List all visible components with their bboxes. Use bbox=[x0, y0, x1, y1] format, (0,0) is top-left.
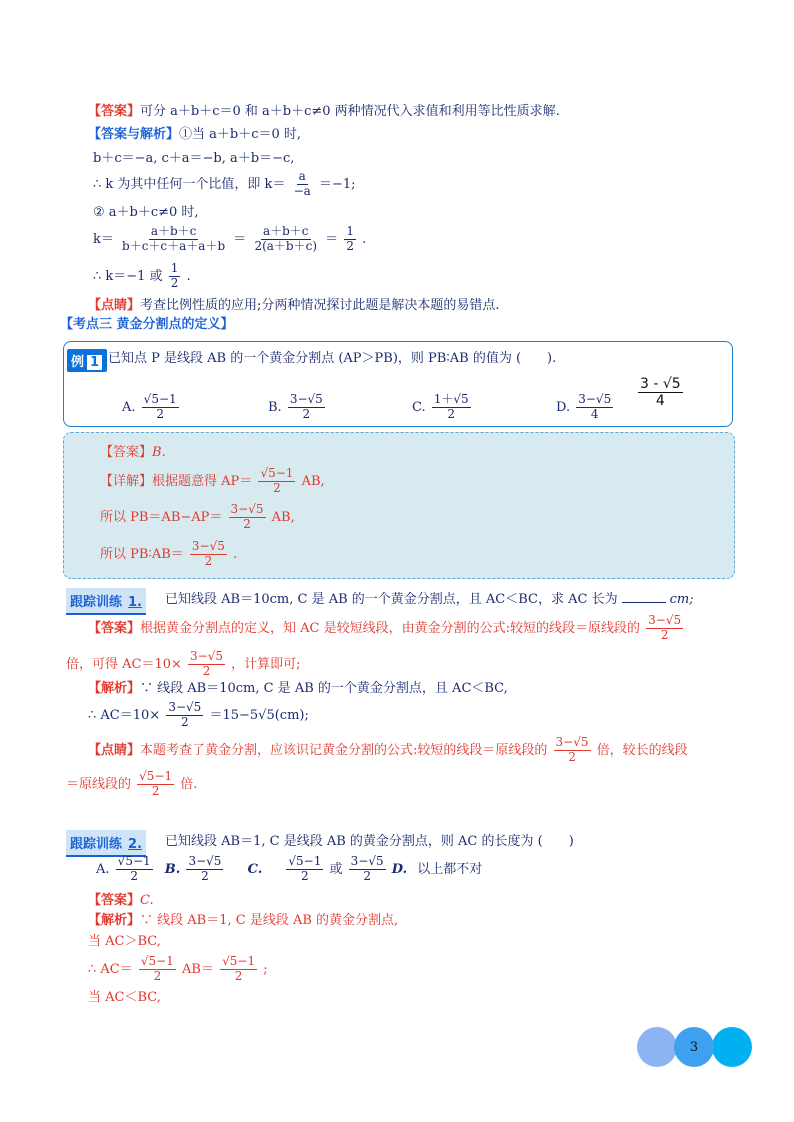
numerator: 1 bbox=[170, 261, 179, 275]
numerator: √5−1 bbox=[288, 854, 322, 868]
numerator: 3−√5 bbox=[191, 539, 225, 553]
denominator: 2 bbox=[201, 868, 209, 883]
answer-text: B. bbox=[152, 445, 166, 460]
part1-analysis-line6 bbox=[93, 262, 191, 291]
numerator: 1＋√5 bbox=[433, 392, 469, 406]
denominator: 2 bbox=[346, 238, 354, 253]
denominator: 2 bbox=[301, 868, 309, 883]
option-label: A. bbox=[122, 399, 136, 415]
fraction bbox=[166, 701, 203, 730]
text: 所以 PB∶AB＝ bbox=[100, 546, 184, 562]
badge-label: 跟踪训练 bbox=[70, 837, 123, 852]
example-option-c bbox=[412, 393, 473, 422]
numerator: a bbox=[298, 169, 306, 183]
option-label: D. bbox=[556, 399, 571, 415]
text: ＝原线段的 bbox=[66, 776, 132, 792]
option-d-label: D. bbox=[391, 861, 408, 877]
numerator: 3−√5 bbox=[350, 854, 384, 868]
text: ∴ AC＝ bbox=[88, 961, 133, 977]
fraction bbox=[190, 540, 227, 569]
text: 倍，可得 AC＝10× bbox=[66, 656, 182, 672]
fraction bbox=[286, 855, 323, 884]
analysis-tag: 【解析】 bbox=[88, 681, 141, 696]
numerator: √5−1 bbox=[139, 769, 173, 783]
numerator: 3−√5 bbox=[230, 502, 264, 516]
example-detail-line1 bbox=[100, 467, 325, 496]
badge-number: 1. bbox=[128, 595, 142, 610]
part1-comment-line bbox=[88, 299, 500, 312]
fraction bbox=[120, 225, 227, 254]
track1-analysis-line1 bbox=[88, 682, 508, 695]
denominator: 2 bbox=[130, 868, 138, 883]
decor-circle-right bbox=[712, 1027, 752, 1067]
text: . bbox=[186, 268, 191, 284]
numerator: 3−√5 bbox=[168, 700, 202, 714]
fraction bbox=[139, 955, 176, 984]
fraction bbox=[186, 855, 223, 884]
comment-text: 考查比例性质的应用;分两种情况探讨此题是解决本题的易错点. bbox=[140, 298, 500, 313]
denominator: 2 bbox=[153, 968, 162, 983]
denominator: 2 bbox=[363, 868, 371, 883]
example-option-b bbox=[268, 393, 327, 422]
track1-analysis-line2 bbox=[88, 701, 309, 730]
numerator: 3−√5 bbox=[648, 613, 682, 627]
example-question: 已知点 P 是线段 AB 的一个黄金分割点 (AP＞PB)，则 PB∶AB 的值为 ( ). bbox=[108, 351, 557, 366]
denominator: 2 bbox=[660, 627, 669, 642]
text: ＝15−5√5(cm); bbox=[209, 707, 309, 723]
text: AB, bbox=[301, 473, 325, 489]
option-label: B. bbox=[268, 399, 282, 415]
track1-badge bbox=[66, 588, 146, 615]
fraction bbox=[646, 614, 683, 643]
numerator: 3−√5 bbox=[555, 735, 589, 749]
numerator: 1 bbox=[346, 224, 354, 238]
denominator: 2 bbox=[151, 783, 160, 798]
numerator: a＋b＋c bbox=[150, 224, 197, 238]
track2-analysis-line1 bbox=[88, 914, 398, 927]
analysis-text: ①当 a＋b＋c＝0 时, bbox=[179, 127, 302, 142]
denominator: 4 bbox=[655, 393, 665, 410]
option-c-label: C. bbox=[247, 861, 263, 877]
text: AB＝ bbox=[182, 961, 214, 977]
text: ∴ k＝−1 或 bbox=[93, 268, 163, 284]
track2-answer-line bbox=[88, 894, 154, 907]
handwritten-annotation bbox=[636, 376, 685, 409]
text: ＝−1; bbox=[318, 176, 356, 192]
denominator: 2 bbox=[302, 406, 311, 421]
text: 所以 PB＝AB−AP＝ bbox=[100, 509, 223, 525]
text: ; bbox=[263, 961, 268, 977]
numerator: √5−1 bbox=[117, 854, 151, 868]
unit-text: cm; bbox=[669, 592, 694, 607]
numerator: √5−1 bbox=[143, 392, 177, 406]
fraction bbox=[638, 376, 683, 409]
fraction bbox=[137, 770, 174, 799]
track1-answer-line2 bbox=[66, 650, 301, 679]
analysis-tag: 【解析】 bbox=[88, 913, 141, 928]
part1-analysis-line1 bbox=[88, 128, 301, 141]
answer-text: C. bbox=[140, 893, 154, 908]
denominator: 2 bbox=[447, 406, 456, 421]
part1-answer-line bbox=[88, 105, 560, 118]
numerator: 3−√5 bbox=[188, 854, 222, 868]
fraction bbox=[116, 855, 153, 884]
track2-analysis-line2: 当 AC＞BC, bbox=[88, 934, 161, 949]
denominator: 2 bbox=[202, 663, 211, 678]
fraction bbox=[188, 650, 225, 679]
track2-analysis-line3 bbox=[88, 955, 268, 984]
track2-badge bbox=[66, 830, 146, 857]
part1-analysis-line3 bbox=[93, 170, 355, 199]
example-badge bbox=[67, 349, 107, 372]
denominator: 2 bbox=[273, 480, 281, 495]
text: ＝ bbox=[325, 231, 339, 247]
text: ∵ 线段 AB＝10cm, C 是 AB 的一个黄金分割点，且 AC＜BC, bbox=[140, 681, 508, 696]
answer-tag: 【答案】 bbox=[88, 104, 141, 119]
text: 倍. bbox=[180, 776, 198, 792]
answer-tag: 【答案】 bbox=[88, 893, 141, 908]
fraction bbox=[554, 736, 591, 765]
numerator: √5−1 bbox=[260, 466, 294, 480]
track2-question: 已知线段 AB＝1, C 是线段 AB 的黄金分割点，则 AC 的长度为 ( ) bbox=[165, 834, 574, 849]
denominator: 4 bbox=[590, 406, 599, 421]
denominator: 2 bbox=[204, 553, 213, 568]
numerator: 3−√5 bbox=[190, 649, 224, 663]
text: ，计算即可; bbox=[231, 656, 301, 672]
question-text: 已知线段 AB＝10cm, C 是 AB 的一个黄金分割点，且 AC＜BC，求 AC 长为 bbox=[165, 592, 618, 607]
text: ∴ AC＝10× bbox=[88, 707, 161, 723]
numerator: a＋b＋c bbox=[262, 224, 309, 238]
example-detail-line3 bbox=[100, 540, 237, 569]
denominator: 2(a＋b＋c) bbox=[254, 238, 318, 253]
answer-tag: 【答案】 bbox=[88, 620, 141, 636]
page-number: 3 bbox=[689, 1039, 699, 1055]
text: ∵ 线段 AB＝1, C 是线段 AB 的黄金分割点, bbox=[140, 913, 399, 928]
fraction bbox=[252, 225, 319, 254]
part1-analysis-line2: b＋c＝−a, c＋a＝−b, a＋b＝−c, bbox=[93, 151, 295, 166]
denominator: b＋c＋c＋a＋a＋b bbox=[122, 238, 226, 253]
fraction bbox=[220, 955, 257, 984]
example-option-d bbox=[556, 393, 615, 422]
comment-tag: 【点睛】 bbox=[88, 742, 141, 758]
text: 根据题意得 AP＝ bbox=[152, 473, 253, 489]
badge-number: 2. bbox=[128, 837, 142, 852]
fraction bbox=[576, 393, 613, 422]
comment-tag: 【点睛】 bbox=[88, 298, 141, 313]
track1-question bbox=[165, 593, 694, 606]
detail-tag: 【详解】 bbox=[100, 473, 153, 489]
text: ＝ bbox=[233, 231, 247, 247]
denominator: −a bbox=[293, 183, 311, 198]
numerator: 3 - √5 bbox=[640, 376, 681, 392]
track1-answer-line1 bbox=[88, 614, 685, 643]
track1-comment-line1 bbox=[88, 736, 688, 765]
denominator: 2 bbox=[181, 714, 189, 729]
fraction bbox=[344, 225, 356, 254]
badge-number: 1 bbox=[86, 354, 103, 371]
text: 倍，较长的线段 bbox=[596, 742, 688, 758]
text: 本题考查了黄金分割，应该识记黄金分割的公式:较短的线段＝原线段的 bbox=[140, 742, 548, 758]
numerator: 3−√5 bbox=[289, 392, 323, 406]
option-b-label: B. bbox=[164, 861, 181, 877]
answer-text: 可分 a＋b＋c＝0 和 a＋b＋c≠0 两种情况代入求值和利用等比性质求解. bbox=[140, 104, 560, 119]
denominator: 2 bbox=[243, 516, 251, 531]
text: . bbox=[233, 546, 238, 562]
part1-analysis-line5 bbox=[93, 225, 366, 254]
fraction bbox=[432, 393, 471, 422]
fraction bbox=[349, 855, 386, 884]
example-detail-line2 bbox=[100, 503, 295, 532]
badge-label: 跟踪训练 bbox=[70, 595, 123, 610]
numerator: √5−1 bbox=[140, 954, 174, 968]
fraction bbox=[258, 467, 295, 496]
track2-analysis-line4: 当 AC＜BC, bbox=[88, 990, 161, 1005]
track2-options bbox=[96, 855, 482, 884]
text: . bbox=[362, 231, 367, 247]
answer-tag: 【答案】 bbox=[100, 445, 153, 460]
track1-comment-line2 bbox=[66, 770, 197, 799]
fraction bbox=[142, 393, 179, 422]
text: 根据黄金分割点的定义，知 AC 是较短线段，由黄金分割的公式:较短的线段＝原线段的 bbox=[140, 620, 640, 636]
fraction bbox=[169, 262, 181, 291]
text: k＝ bbox=[93, 231, 114, 247]
badge-label: 例 bbox=[71, 355, 85, 370]
example-option-a bbox=[122, 393, 181, 422]
or-text: 或 bbox=[329, 861, 343, 877]
part1-analysis-line4: ② a＋b＋c≠0 时, bbox=[93, 205, 199, 220]
option-a-label: A. bbox=[96, 861, 110, 877]
fraction bbox=[292, 170, 313, 199]
text: AB, bbox=[271, 509, 295, 525]
numerator: √5−1 bbox=[222, 954, 256, 968]
example-answer-line bbox=[100, 446, 166, 459]
denominator: 2 bbox=[234, 968, 243, 983]
denominator: 2 bbox=[568, 749, 576, 764]
numerator: 3−√5 bbox=[578, 392, 612, 406]
decor-circle-left bbox=[637, 1027, 677, 1067]
option-d-text: 以上都不对 bbox=[417, 861, 483, 877]
fraction bbox=[229, 503, 266, 532]
page-number-badge bbox=[674, 1027, 714, 1067]
section-title: 【考点三 黄金分割点的定义】 bbox=[60, 317, 234, 332]
denominator: 2 bbox=[156, 406, 164, 421]
option-label: C. bbox=[412, 399, 426, 415]
text: ∴ k 为其中任何一个比值，即 k＝ bbox=[93, 176, 286, 192]
fraction bbox=[288, 393, 325, 422]
analysis-tag: 【答案与解析】 bbox=[88, 127, 180, 142]
answer-blank[interactable] bbox=[622, 602, 666, 603]
denominator: 2 bbox=[170, 275, 179, 290]
